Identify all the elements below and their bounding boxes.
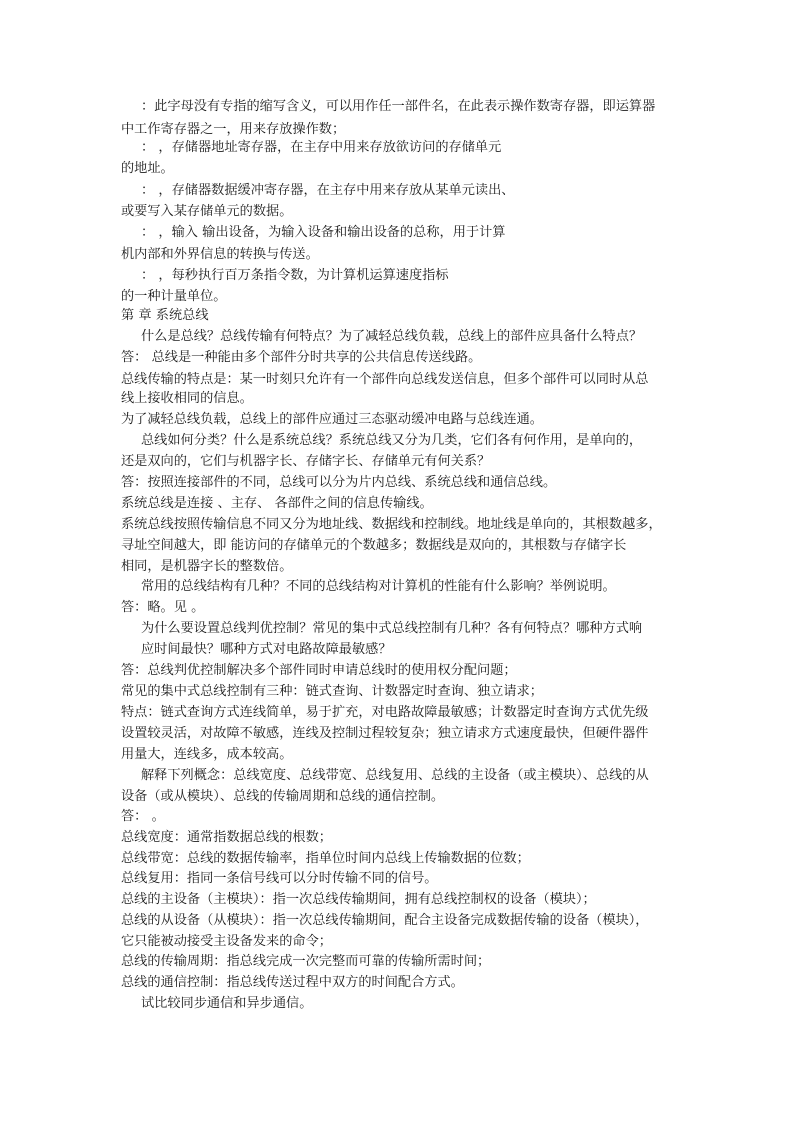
text-line: 总线复用：指同一条信号线可以分时传输不同的信号。: [121, 871, 438, 886]
text-line: 常见的集中式总线控制有三种：链式查询、计数器定时查询、独立请求；: [121, 684, 543, 699]
text-line: 设备（或从模块）、总线的传输周期和总线的通信控制。: [121, 789, 445, 804]
answer-line: 答： 。: [121, 809, 165, 824]
text-line: 特点：链式查询方式连线简单，易于扩充，对电路故障最敏感；计数器定时查询方式优先级: [121, 705, 649, 720]
text-line: 或要写入某存储单元的数据。: [121, 204, 293, 219]
text-line: 总线宽度：通常指数据总线的根数；: [121, 830, 332, 845]
text-line: 总线的主设备（主模块）：指一次总线传输期间，拥有总线控制权的设备（模块）；: [121, 892, 596, 907]
question-line: 试比较同步通信和异步通信。: [141, 996, 313, 1011]
answer-line: 答： 总线是一种能由多个部件分时共享的公共信息传送线路。: [121, 350, 482, 365]
text-line: 应时间最快？哪种方式对电路故障最敏感？: [141, 642, 392, 657]
text-line: 线上接收相同的信息。: [121, 391, 253, 406]
question-line: 总线如何分类？什么是系统总线？系统总线又分为几类，它们各有何作用，是单向的，: [141, 433, 643, 448]
text-line: ：此字母没有专指的缩写含义，可以用作任一部件名，在此表示操作数寄存器，即运算器: [141, 99, 656, 114]
answer-line: 答：按照连接部件的不同，总线可以分为片内总线、系统总线和通信总线。: [121, 475, 557, 490]
question-line: 什么是总线？总线传输有何特点？为了减轻总线负载，总线上的部件应具备什么特点？: [141, 329, 643, 344]
text-line: 寻址空间越大，即 能访问的存储单元的个数越多；数据线是双向的，其根数与存储字长: [121, 538, 627, 553]
text-line: 它只能被动接受主设备发来的命令；: [121, 934, 332, 949]
text-line: ： ，存储器地址寄存器，在主存中用来存放欲访问的存储单元: [141, 140, 502, 155]
question-line: 常用的总线结构有几种？不同的总线结构对计算机的性能有什么影响？举例说明。: [141, 579, 616, 594]
text-line: 总线带宽：总线的数据传输率，指单位时间内总线上传输数据的位数；: [121, 851, 530, 866]
question-line: 为什么要设置总线判优控制？常见的集中式总线控制有几种？各有何特点？哪种方式响: [141, 621, 643, 636]
text-line: ： ，输入 输出设备，为输入设备和输出设备的总称，用于计算: [141, 225, 506, 240]
text-line: 系统总线是连接 、主存、 各部件之间的信息传输线。: [121, 496, 433, 511]
text-line: 总线传输的特点是：某一时刻只允许有一个部件向总线发送信息，但多个部件可以同时从总: [121, 372, 649, 387]
text-line: 设置较灵活，对故障不敏感，连线及控制过程较复杂；独立请求方式速度最快，但硬件器件: [121, 726, 649, 741]
answer-line: 答：总线判优控制解决多个部件同时申请总线时的使用权分配问题；: [121, 663, 517, 678]
text-line: 用量大，连线多，成本较高。: [121, 747, 293, 762]
text-line: ： ，存储器数据缓冲寄存器，在主存中用来存放从某单元读出、: [141, 183, 515, 198]
text-line: 的一种计量单位。: [121, 289, 227, 304]
text-line: 总线的通信控制：指总线传送过程中双方的时间配合方式。: [121, 975, 464, 990]
text-line: 的地址。: [121, 161, 174, 176]
question-line: 解释下列概念：总线宽度、总线带宽、总线复用、总线的主设备（或主模块）、总线的从: [141, 768, 649, 783]
text-line: 总线的传输周期：指总线完成一次完整而可靠的传输所需时间；: [121, 954, 491, 969]
text-line: 系统总线按照传输信息不同又分为地址线、数据线和控制线。地址线是单向的，其根数越多，: [121, 517, 662, 532]
answer-line: 答：略。见 。: [121, 600, 205, 615]
text-line: 总线的从设备（从模块）：指一次总线传输期间，配合主设备完成数据传输的设备（模块），: [121, 913, 649, 928]
text-line: 还是双向的，它们与机器字长、存储字长、存储单元有何关系？: [121, 454, 491, 469]
text-line: ： ，每秒执行百万条指令数，为计算机运算速度指标: [141, 268, 449, 283]
text-line: 为了减轻总线负载，总线上的部件应通过三态驱动缓冲电路与总线连通。: [121, 412, 543, 427]
text-line: 机内部和外界信息的转换与传送。: [121, 247, 319, 262]
text-line: 相同，是机器字长的整数倍。: [121, 559, 293, 574]
text-line: 中工作寄存器之一，用来存放操作数；: [121, 122, 346, 137]
chapter-heading: 第 章 系统总线: [121, 308, 209, 323]
